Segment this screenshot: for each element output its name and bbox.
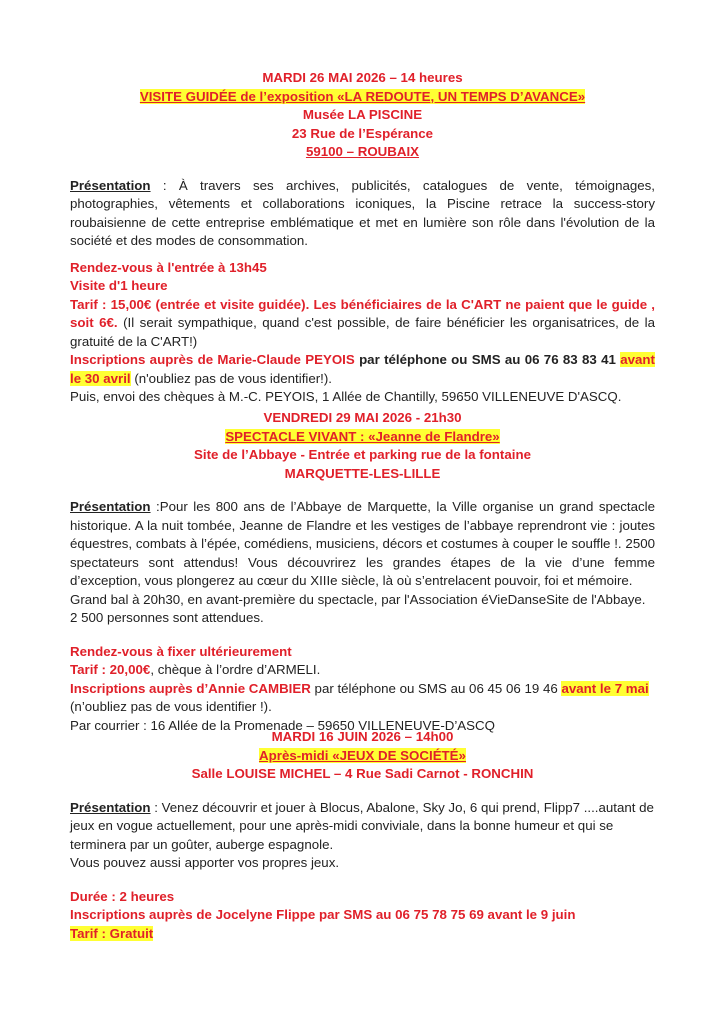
presentation-text: Venez découvrir et jouer à Blocus, Abalone, Sky Jo, 6 qui prend, Flipp7 ....autant de jeux en vogue actuellement, pour une après-midi conviviale, dans la bonne humeur et qui se terminera par un goûter, auberge espagnole. — [70, 799, 654, 852]
tarif — [70, 661, 655, 680]
tarif-note: (Il serait sympathique, quand c'est possible, de faire bénéficier les organisatrices, de la gratuité de la C'ART!) — [70, 315, 655, 349]
rendezvous: Rendez-vous à fixer ultérieurement — [70, 643, 292, 659]
presentation — [70, 498, 655, 591]
inscription-phone: par téléphone ou SMS au 06 76 83 83 41 — [354, 352, 621, 367]
venue-city: 59100 – ROUBAIX — [305, 144, 420, 159]
presentation-label: Présentation — [70, 499, 151, 514]
inscription-phone: par téléphone ou SMS au 06 45 06 19 46 — [310, 680, 562, 696]
presentation-sep: : — [150, 177, 179, 193]
tarif-main: Tarif : 15,00€ (entrée et visite guidée). Les bénéficiaires de la C'ART ne paient que le guide , soit 6€. — [70, 296, 655, 330]
tarif-main: Tarif : 20,00€ — [70, 662, 151, 677]
inscription-contact: Inscriptions auprès de Marie-Claude PEYOIS — [70, 352, 355, 367]
venue-name: Site de l’Abbaye - Entrée et parking rue de la fontaine — [194, 447, 531, 462]
mail-address: Par courrier : 16 Allée de la Promenade – 59650 VILLENEUVE-D’ASCQ — [70, 717, 495, 733]
event-title: Après-midi «JEUX DE SOCIÉTÉ» — [259, 747, 466, 763]
inscription-contact: Inscriptions auprès d’Annie CAMBIER — [70, 680, 311, 696]
presentation — [70, 799, 655, 855]
presentation-sep: : — [150, 799, 162, 815]
tarif: Tarif : Gratuit — [70, 925, 154, 941]
presentation-extra: 2 500 personnes sont attendues. — [70, 610, 264, 625]
event-1 — [70, 69, 655, 407]
tarif-note: , chèque à l’ordre d’ARMELI. — [150, 662, 321, 677]
event-3 — [70, 728, 655, 943]
event-date: MARDI 16 JUIN 2026 – 14h00 — [271, 729, 454, 744]
presentation-label: Présentation — [70, 177, 151, 193]
mail-address: Puis, envoi des chèques à M.-C. PEYOIS, 1 Allée de Chantilly, 59650 VILLENEUVE D'ASCQ. — [70, 389, 622, 404]
event-2 — [70, 409, 655, 735]
presentation — [70, 177, 655, 251]
presentation-text: À travers ses archives, publicités, catalogues de vente, témoignages, photographies, vêtements et collaborations iconiques, la Piscine retrace la success-story roubaisienne de cette entreprise emblématique et met en lumière son rôle dans l'évolution de la société et des modes de consommation. — [70, 177, 655, 248]
inscription-deadline: avant le 30 avril — [70, 352, 655, 386]
inscription — [70, 351, 655, 388]
duration: Durée : 2 heures — [70, 888, 175, 904]
inscription-deadline: avant le 7 mai — [561, 680, 649, 696]
rendezvous: Rendez-vous à l'entrée à 13h45 — [70, 259, 267, 275]
tarif — [70, 296, 655, 352]
event-date: MARDI 26 MAI 2026 – 14 heures — [262, 70, 463, 85]
inscription — [70, 680, 655, 699]
venue-name: Musée LA PISCINE — [302, 107, 423, 122]
presentation-extra: Grand bal à 20h30, en avant-première du spectacle, par l'Association éVieDanseSite de l'Abbaye. — [70, 591, 646, 607]
event-date: VENDREDI 29 MAI 2026 - 21h30 — [263, 410, 462, 425]
event-title: SPECTACLE VIVANT : «Jeanne de Flandre» — [225, 428, 500, 444]
presentation-label: Présentation — [70, 799, 151, 815]
presentation-text: Pour les 800 ans de l’Abbaye de Marquette, la Ville organise un grand spectacle historique. A la nuit tombée, Jeanne de Flandre et les vestiges de l’abbaye reprendront vie : joutes équestres, combats à l’épée, comédiens, musiciens, décors et costumes à couper le souffle !. 2500 spectateurs sont attendus! Vous découvrirez les grandes étapes de la vie d’une femme d’exception, vous plongerez au cœur du XIIIe siècle, là où s’entrelacent pouvoir, foi et mémoire. — [70, 499, 655, 588]
inscription-note: (n'oubliez pas de vous identifier!). — [130, 370, 332, 386]
venue-address: 23 Rue de l’Espérance — [291, 125, 434, 141]
event-title: VISITE GUIDÉE de l’exposition «LA REDOUTE, UN TEMPS D’AVANCE» — [139, 88, 586, 104]
duration: Visite d'1 heure — [70, 278, 168, 293]
venue-name: Salle LOUISE MICHEL – 4 Rue Sadi Carnot - RONCHIN — [191, 766, 534, 781]
inscription-note: (n’oubliez pas de vous identifier !). — [70, 699, 272, 714]
inscription: Inscriptions auprès de Jocelyne Flippe par SMS au 06 75 78 75 69 avant le 9 juin — [70, 907, 576, 922]
venue-city: MARQUETTE-LES-LILLE — [284, 465, 441, 481]
presentation-sep: : — [150, 499, 160, 514]
presentation-extra: Vous pouvez aussi apporter vos propres jeux. — [70, 855, 340, 870]
